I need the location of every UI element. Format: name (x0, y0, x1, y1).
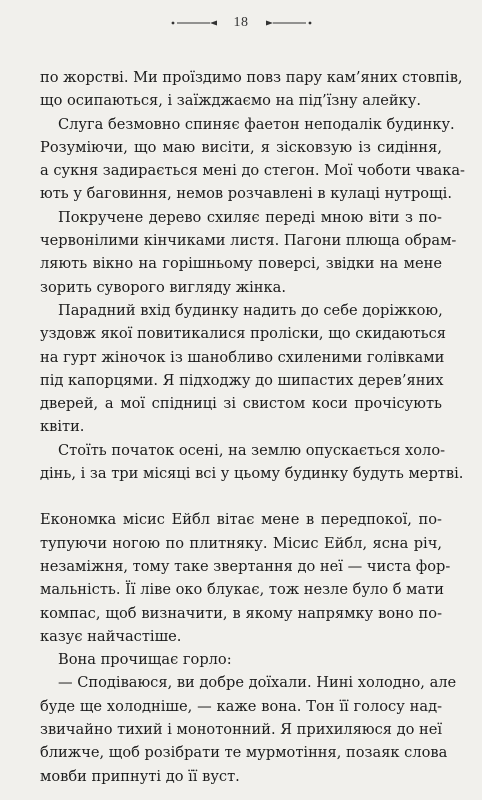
paragraph (40, 671, 457, 787)
text-line: звичайно тихий і монотонний. Я прихиляюся до неї (40, 721, 443, 739)
text-line: компас, щоб визначити, в якому напрямку воно по- (40, 604, 442, 622)
text-line: — Сподіваюся, ви добре доїхали. Нині холодно, але (58, 674, 457, 692)
text-line: по жорстві. Ми проїздимо повз пару кам’яних стовпів, (40, 69, 463, 86)
text-line: на гурт жіночок із шанобливо схиленими голівками (40, 348, 445, 366)
text-line: дверей, а мої спідниці зі свистом коси прочісують (40, 395, 442, 413)
text-line: Парадний вхід будинку надить до себе доріжкою, (58, 301, 443, 319)
page-header (40, 12, 442, 34)
text-line: Слуга безмовно спиняє фаетон неподалік будинку. (58, 115, 455, 133)
text-line: тупуючи ногою по плитняку. Місис Ейбл, ясна річ, (40, 534, 442, 552)
paragraph (40, 113, 465, 206)
text-line: Економка місис Ейбл вітає мене в передпокої, по- (40, 511, 442, 529)
page-number: 18 (233, 15, 249, 30)
text-line: мовби припнуті до її вуст. (40, 767, 240, 785)
text-line: квіти. (40, 418, 85, 436)
text-line: червонілими кінчиками листя. Пагони плюща обрам- (40, 232, 457, 250)
header-ornament-icon (263, 19, 313, 27)
text-line: ближче, щоб розібрати те мурмотіння, позаяк слова (40, 744, 448, 762)
text-line: Вона прочищає горло: (58, 651, 232, 669)
text-line: Розуміючи, що маю висіти, я зісковзую із сидіння, (40, 138, 442, 156)
paragraph (40, 66, 463, 113)
text-line: буде ще холодніше, — каже вона. Тон її голосу над- (40, 697, 442, 715)
text-line: зорить суворого вигляду жінка. (40, 278, 286, 296)
text-line: незаміжня, тому таке звертання до неї — чиста фор- (40, 557, 451, 575)
body-text (40, 66, 465, 788)
text-line: мальність. Її ліве око блукає, тож незле було б мати (40, 581, 445, 599)
paragraph (40, 439, 464, 486)
text-line: ляють вікно на горішньому поверсі, звідки на мене (40, 255, 442, 273)
text-line: під капорцями. Я підходжу до шипастих дерев’яних (40, 371, 444, 389)
text-line: уздовж якої повитикалися проліски, що скидаються (40, 325, 447, 343)
paragraph (40, 508, 451, 648)
section-break (40, 485, 442, 508)
paragraph (40, 206, 457, 299)
text-line: а сукня задирається мені до стегон. Мої чоботи чвака- (40, 162, 465, 180)
text-line: що осипаються, і заїжджаємо на під’їзну алейку. (40, 92, 421, 110)
text-line: ють у баговиння, немов розчавлені в кулаці нутрощі. (40, 185, 452, 203)
header-ornament-icon (170, 19, 220, 27)
text-line: дінь, і за три місяці всі у цьому будинку будуть мертві. (40, 465, 464, 483)
text-line: казує найчастіше. (40, 627, 182, 645)
text-line: Стоїть початок осені, на землю опускається холо- (58, 441, 446, 459)
paragraph (40, 648, 442, 671)
text-line: Покручене дерево схиляє переді мною віти з по- (58, 208, 442, 226)
paragraph (40, 299, 447, 439)
